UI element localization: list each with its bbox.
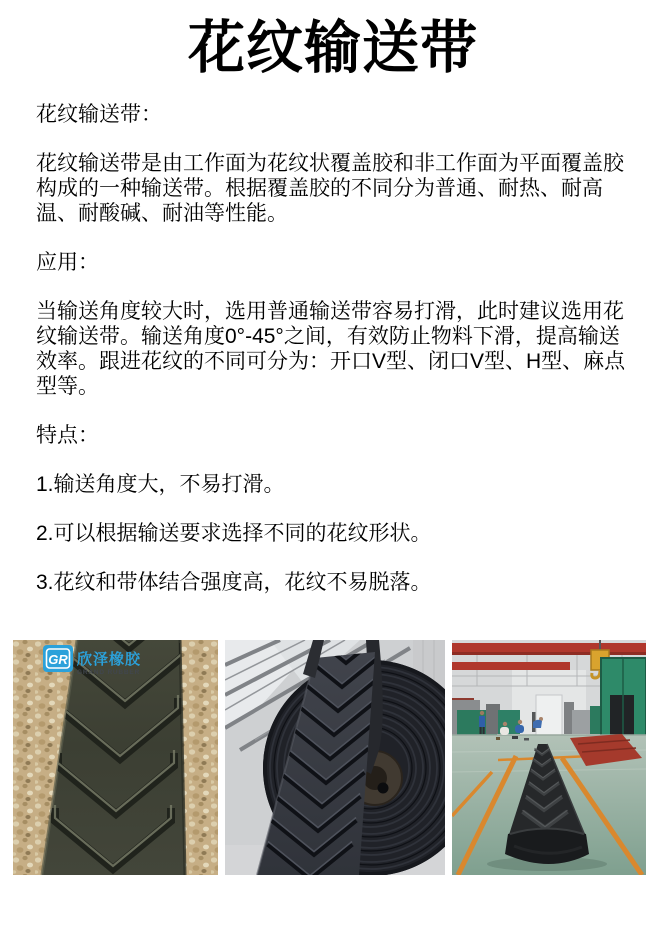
- photo-factory-floor: [452, 640, 646, 875]
- feature-item-1: 1.输送角度大，不易打滑。: [36, 473, 285, 496]
- application-paragraph: 当输送角度较大时，选用普通输送带容易打滑，此时建议选用花纹输送带。输送角度0°-45°之间，有效防止物料下滑，提高输送效率。跟进花纹的不同可分为：开口V型、闭口V型、H型、麻点型等。: [36, 300, 626, 398]
- belt-folded-end: [505, 828, 589, 864]
- factory-floor-illustration: [452, 640, 646, 875]
- application-label: 应用：: [36, 251, 99, 274]
- feature-item-2: 2.可以根据输送要求选择不同的花纹形状。: [36, 522, 432, 545]
- intro-paragraph: 花纹输送带是由工作面为花纹状覆盖胶和非工作面为平面覆盖胶构成的一种输送带。根据覆盖胶的不同分为普通、耐热、耐高温、耐酸碱、耐油等性能。: [36, 152, 624, 225]
- page-title: 花纹输送带: [188, 16, 478, 80]
- product-description: [36, 102, 630, 619]
- belt-on-gravel-illustration: [13, 640, 218, 875]
- logo-name-cn: 欣泽橡胶: [77, 651, 142, 668]
- feature-item-3: 3.花纹和带体结合强度高，花纹不易脱落。: [36, 571, 432, 594]
- intro-label: 花纹输送带：: [36, 103, 162, 126]
- logo-abbr: GR: [48, 652, 68, 667]
- photo-belt-on-gravel: [13, 640, 218, 875]
- belt-roll-illustration: [225, 640, 445, 875]
- features-label: 特点：: [36, 424, 99, 447]
- logo-name-en: GRAND RUBBER: [77, 669, 141, 676]
- photo-gallery: [13, 640, 653, 875]
- photo-belt-roll: [225, 640, 445, 875]
